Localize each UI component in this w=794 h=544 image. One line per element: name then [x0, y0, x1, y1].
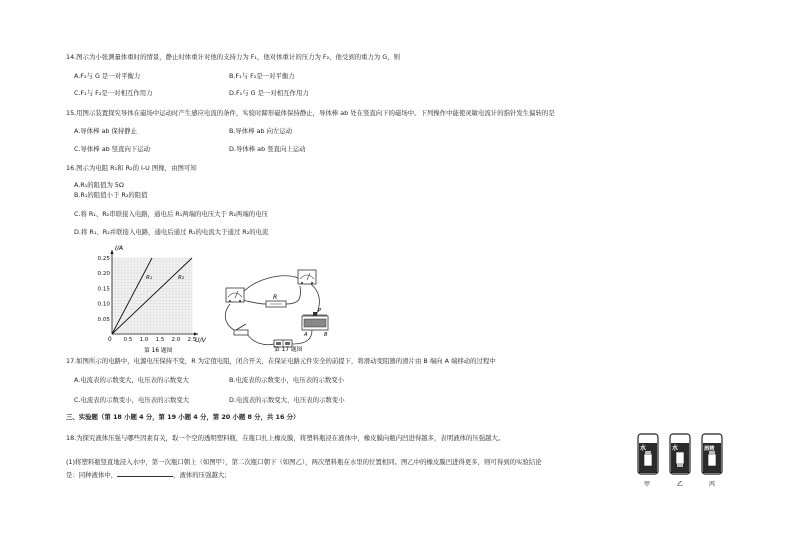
beaker-bing-liquid: 酒精 [704, 446, 715, 452]
origin-label: 0 [108, 337, 112, 343]
slider-label: P [318, 308, 322, 314]
y-axis-arrow-icon [110, 250, 113, 254]
y-tick-label: 0.10 [97, 301, 110, 308]
q14-option-c: C.F₁与 F₂是一对相互作用力 [74, 89, 153, 97]
x-tick-label: 2.5 [187, 337, 197, 343]
section-3-title: 三、实验题（第 18 小题 4 分，第 19 小题 4 分，第 20 小题 8 分，共 16 分） [66, 413, 300, 421]
q16-option-a: A.R₁的阻值为 5Ω [74, 181, 124, 189]
q17-option-b: B.电流表的示数变小，电压表的示数变小 [229, 376, 345, 384]
y-tick-label: 0.15 [97, 286, 110, 293]
rheostat-icon [302, 312, 328, 330]
x-tick-label: 1.0 [139, 337, 149, 343]
q18-part1-line2 [66, 470, 231, 479]
y-tick-label: 0.05 [97, 316, 110, 323]
beaker-jia-caption: 甲 [644, 481, 651, 488]
voltmeter-icon [298, 270, 316, 284]
q18-part1-line1: (1)将塑料瓶竖直地浸入水中，第一次瓶口朝上（如图甲），第二次瓶口朝下（如图乙），两次塑料瓶在水里的位置相同。图乙中的橡皮膜凹进得更多，则可得到的实验结论 [66, 458, 542, 466]
q17-stem: 17.如图所示的电路中，电源电压保持不变，R 为定值电阻，闭合开关，在保证电路元件安全的前提下，将滑动变阻器的滑片由 B 端向 A 端移动的过程中 [66, 357, 496, 365]
q15-option-a: A.导体棒 ab 保持静止 [74, 127, 138, 135]
circuit-diagram [212, 260, 342, 352]
beaker-jia-liquid: 水 [640, 445, 647, 452]
beaker-yi [670, 434, 690, 488]
beaker-yi-caption: 乙 [677, 481, 684, 488]
x-axis-label: U/V [195, 337, 206, 344]
q18-stem: 18.为探究液体压强与哪些因素有关，取一个空的透明塑料瓶，在瓶口扎上橡皮膜，将塑料瓶浸在液体中，橡皮膜向瓶内凹进得越多，表明液体的压强越大。 [66, 434, 505, 442]
resistor-label: R [273, 294, 278, 301]
ammeter-icon [226, 288, 244, 302]
y-tick-label: 0.25 [97, 256, 110, 262]
q15-option-d: D.导体棒 ab 竖直向上运动 [229, 145, 306, 153]
q18-answer-blank[interactable] [117, 470, 173, 477]
y-tick-label: 0.20 [97, 271, 110, 278]
series-label-1: R₁ [146, 275, 153, 282]
x-tick-label: 2.0 [171, 337, 181, 343]
series-label-2: R₂ [178, 275, 185, 282]
beaker-yi-liquid: 水 [672, 445, 679, 452]
q16-option-d: D.将 R₁、R₂并联接入电路，通电后通过 R₁的电流大于通过 R₂的电流 [74, 228, 269, 236]
q14-stem: 14.图示为小张测量体重时的情景，静止时体重计对他的支持力为 F₁，他对体重计的压力为 F₂，他受到的重力为 G，则 [66, 53, 401, 61]
q14-option-b: B.F₁与 F₂是一对平衡力 [229, 72, 295, 80]
beaker-bing-caption: 丙 [709, 481, 716, 488]
beaker-jia [638, 434, 658, 488]
q17-option-d: D.电流表的示数变大，电压表的示数变小 [229, 396, 345, 404]
x-tick-label: 1.5 [155, 337, 165, 343]
x-tick-label: 0.5 [123, 337, 133, 343]
beakers-figure [634, 430, 734, 490]
q16-option-b: B.R₁的阻值小于 R₂的阻值 [74, 191, 148, 199]
q15-option-c: C.导体棒 ab 竖直向下运动 [74, 145, 151, 153]
q17-option-a: A.电流表的示数变大，电压表的示数变大 [74, 376, 189, 384]
q18-part1-suffix: ，液体的压强越大； [173, 471, 231, 479]
q14-option-d: D.F₁与 G 是一对相互作用力 [229, 89, 309, 97]
q16-stem: 16.图示为电阻 R₁和 R₂的 I-U 图像，由图可知 [66, 164, 197, 172]
resistor-icon [266, 301, 286, 307]
battery-icon [274, 340, 292, 347]
iu-chart [84, 244, 214, 354]
fig16-caption: 第 16 题图 [144, 348, 173, 354]
x-axis-arrow-icon [194, 332, 198, 335]
q15-option-b: B.导体棒 ab 向左运动 [229, 127, 293, 135]
q14-option-a: A.F₂与 G 是一对平衡力 [74, 72, 141, 80]
y-axis-label: I/A [115, 245, 124, 252]
q18-part1-prefix: 是：同种液体中， [66, 471, 118, 479]
q16-option-c: C.将 R₁、R₂串联接入电路，通电后 R₁两端的电压大于 R₂两端的电压 [74, 210, 268, 218]
terminal-a-label: A [304, 332, 308, 338]
q17-option-c: C.电流表的示数变小，电压表的示数变大 [74, 396, 190, 404]
q15-stem: 15.用图示装置探究导体在磁场中运动时产生感应电流的条件，实验时蹄形磁体保持静止，导体棒 ab 处在竖直向下的磁场中。下列操作中能使灵敏电流计的指针发生偏转的是 [66, 109, 555, 117]
switch-icon [234, 324, 248, 335]
fig17-caption: 第 17 题图 [274, 347, 303, 353]
terminal-b-label: B [324, 332, 328, 338]
beaker-bing [702, 434, 722, 488]
